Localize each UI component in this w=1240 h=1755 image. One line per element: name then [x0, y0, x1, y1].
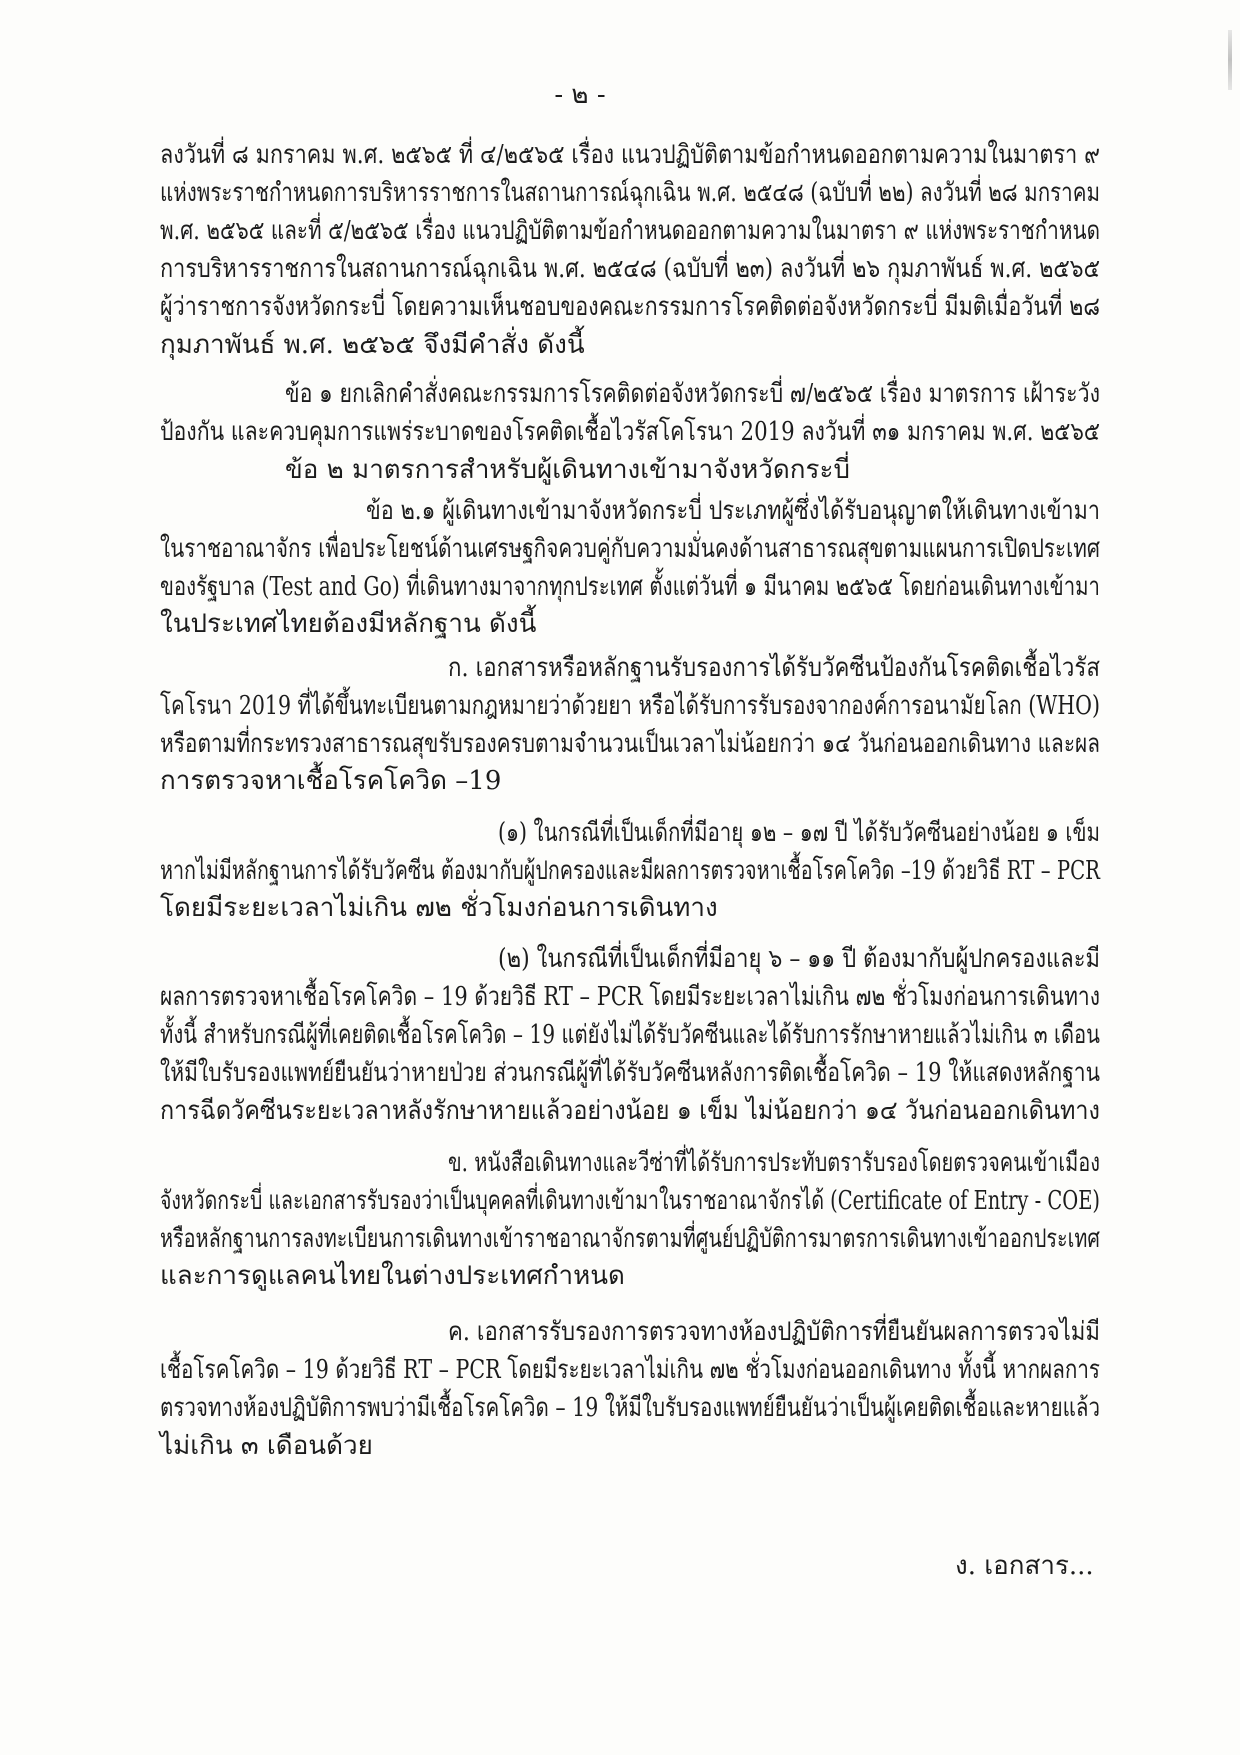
line-text: ข้อ ๑ ยกเลิกคำสั่งคณะกรรมการโรคติดต่อจังหวัดกระบี่ ๗/๒๕๖๕ เรื่อง มาตรการ เฝ้าระวัง — [285, 379, 1100, 409]
line-text: และการดูแลคนไทยในต่างประเทศกำหนด — [160, 1261, 625, 1291]
line-text: ข้อ ๒.๑ ผู้เดินทางเข้ามาจังหวัดกระบี่ ประเภทผู้ซึ่งได้รับอนุญาตให้เดินทางเข้ามา — [366, 496, 1100, 526]
text-line — [160, 1182, 1100, 1220]
text-line — [160, 1257, 1100, 1295]
text-line — [160, 530, 1100, 568]
line-text: ของรัฐบาล (Test and Go) ที่เดินทางมาจากทุกประเทศ ตั้งแต่วันที่ ๑ มีนาคม ๒๕๖๕ โดยก่อนเดินทางเข้ามา — [160, 572, 1100, 602]
text-line — [160, 212, 1100, 250]
text-line — [448, 649, 1100, 687]
text-line — [160, 1054, 1100, 1092]
line-text: ตรวจทางห้องปฏิบัติการพบว่ามีเชื้อโรคโควิด – 19 ให้มีใบรับรองแพทย์ยืนยันว่าเป็นผู้เคยติดเชื้อและหายแล้ว — [160, 1393, 1100, 1423]
line-text: ป้องกัน และควบคุมการแพร่ระบาดของโรคติดเชื้อไวรัสโคโรนา 2019 ลงวันที่ ๓๑ มกราคม พ.ศ. ๒๕๖๕ — [160, 417, 1100, 447]
text-line — [160, 568, 1100, 606]
text-line — [160, 687, 1100, 725]
line-text: ให้มีใบรับรองแพทย์ยืนยันว่าหายป่วย ส่วนกรณีผู้ที่ได้รับวัคซีนหลังการติดเชื้อโควิด – 19 ให้แสดงหลักฐาน — [160, 1058, 1100, 1088]
line-text: พ.ศ. ๒๕๖๕ และที่ ๕/๒๕๖๕ เรื่อง แนวปฏิบัติตามข้อกำหนดออกตามความในมาตรา ๙ แห่งพระราชกำหนด — [160, 216, 1100, 246]
text-line — [160, 1220, 1100, 1258]
line-text: (๒) ในกรณีที่เป็นเด็กที่มีอายุ ๖ – ๑๑ ปี ต้องมากับผู้ปกครองและมี — [498, 944, 1100, 974]
text-line — [160, 1351, 1100, 1389]
text-line — [366, 492, 1100, 530]
line-text: แห่งพระราชกำหนดการบริหารราชการในสถานการณ์ฉุกเฉิน พ.ศ. ๒๕๔๘ (ฉบับที่ ๒๒) ลงวันที่ ๒๘ มกราคม — [160, 178, 1100, 208]
line-text: จังหวัดกระบี่ และเอกสารรับรองว่าเป็นบุคคลที่เดินทางเข้ามาในราชอาณาจักรได้ (Certificate of Entry - COE) — [160, 1186, 1100, 1216]
line-text: (๑) ในกรณีที่เป็นเด็กที่มีอายุ ๑๒ – ๑๗ ปี ได้รับวัคซีนอย่างน้อย ๑ เข็ม — [498, 818, 1100, 848]
text-line — [160, 852, 1100, 890]
text-line — [160, 288, 1100, 326]
text-line — [160, 889, 1100, 927]
text-line — [160, 326, 1100, 364]
line-text: ผู้ว่าราชการจังหวัดกระบี่ โดยความเห็นชอบของคณะกรรมการโรคติดต่อจังหวัดกระบี่ มีมติเมื่อวันที่ ๒๘ — [160, 292, 1100, 322]
text-line — [498, 814, 1100, 852]
line-text: ผลการตรวจหาเชื้อโรคโควิด – 19 ด้วยวิธี RT – PCR โดยมีระยะเวลาไม่เกิน ๗๒ ชั่วโมงก่อนการเดินทาง — [160, 982, 1100, 1012]
text-line — [160, 136, 1100, 174]
text-line — [160, 174, 1100, 212]
scan-artifact — [1228, 30, 1232, 90]
line-text: หากไม่มีหลักฐานการได้รับวัคซีน ต้องมากับผู้ปกครองและมีผลการตรวจหาเชื้อโรคโควิด –19 ด้วยวิธี RT – PCR — [160, 856, 1100, 886]
text-line — [160, 605, 1100, 643]
line-text: หรือตามที่กระทรวงสาธารณสุขรับรองครบตามจำนวนเป็นเวลาไม่น้อยกว่า ๑๔ วันก่อนออกเดินทาง และผล — [160, 729, 1100, 759]
line-text: ข้อ ๒ มาตรการสำหรับผู้เดินทางเข้ามาจังหวัดกระบี่ — [285, 455, 850, 485]
line-text: การบริหารราชการในสถานการณ์ฉุกเฉิน พ.ศ. ๒๕๔๘ (ฉบับที่ ๒๓) ลงวันที่ ๒๖ กุมภาพันธ์ พ.ศ. ๒๕๖๕ — [160, 254, 1100, 284]
page-number — [520, 76, 640, 114]
page-number-text: - ๒ - — [554, 80, 606, 110]
line-text: ในประเทศไทยต้องมีหลักฐาน ดังนี้ — [160, 609, 537, 639]
line-text: ในราชอาณาจักร เพื่อประโยชน์ด้านเศรษฐกิจควบคู่กับความมั่นคงด้านสาธารณสุขตามแผนการเปิดประเทศ — [160, 534, 1100, 564]
continuation-footer — [955, 1547, 1095, 1585]
line-text: หรือหลักฐานการลงทะเบียนการเดินทางเข้าราชอาณาจักรตามที่ศูนย์ปฏิบัติการมาตรการเดินทางเข้าออกประเทศ — [160, 1224, 1100, 1254]
line-text: ไม่เกิน ๓ เดือนด้วย — [160, 1431, 373, 1461]
continuation-text: ง. เอกสาร... — [955, 1551, 1094, 1581]
line-text: ลงวันที่ ๘ มกราคม พ.ศ. ๒๕๖๕ ที่ ๔/๒๕๖๕ เรื่อง แนวปฏิบัติตามข้อกำหนดออกตามความในมาตรา ๙ — [160, 140, 1100, 170]
text-line — [160, 978, 1100, 1016]
text-line — [160, 1092, 1100, 1130]
text-line — [160, 1427, 1100, 1465]
text-line — [160, 725, 1100, 763]
text-line — [160, 250, 1100, 288]
line-text: ข. หนังสือเดินทางและวีซ่าที่ได้รับการประทับตรารับรองโดยตรวจคนเข้าเมือง — [448, 1148, 1100, 1178]
line-text: การฉีดวัคซีนระยะเวลาหลังรักษาหายแล้วอย่างน้อย ๑ เข็ม ไม่น้อยกว่า ๑๔ วันก่อนออกเดินทาง — [160, 1096, 1100, 1126]
line-text: ค. เอกสารรับรองการตรวจทางห้องปฏิบัติการที่ยืนยันผลการตรวจไม่มี — [448, 1317, 1100, 1347]
text-line — [285, 451, 1100, 489]
line-text: ทั้งนี้ สำหรับกรณีผู้ที่เคยติดเชื้อโรคโควิด – 19 แต่ยังไม่ได้รับวัคซีนและได้รับการรักษาหายแล้วไม่เกิน ๓ เดือน — [160, 1020, 1100, 1050]
text-line — [160, 413, 1100, 451]
line-text: การตรวจหาเชื้อโรคโควิด –19 — [160, 766, 502, 796]
text-line — [160, 762, 1100, 800]
text-line — [160, 1389, 1100, 1427]
text-line — [285, 375, 1100, 413]
text-line — [498, 940, 1100, 978]
line-text: โดยมีระยะเวลาไม่เกิน ๗๒ ชั่วโมงก่อนการเดินทาง — [160, 893, 718, 923]
text-line — [160, 1016, 1100, 1054]
line-text: ก. เอกสารหรือหลักฐานรับรองการได้รับวัคซีนป้องกันโรคติดเชื้อไวรัส — [448, 653, 1100, 683]
line-text: กุมภาพันธ์ พ.ศ. ๒๕๖๕ จึงมีคำสั่ง ดังนี้ — [160, 330, 585, 360]
text-line — [448, 1313, 1100, 1351]
line-text: เชื้อโรคโควิด – 19 ด้วยวิธี RT – PCR โดยมีระยะเวลาไม่เกิน ๗๒ ชั่วโมงก่อนออกเดินทาง ทั้งนี้ หากผลการ — [160, 1355, 1100, 1385]
line-text: โคโรนา 2019 ที่ได้ขึ้นทะเบียนตามกฎหมายว่าด้วยยา หรือได้รับการรับรองจากองค์การอนามัยโลก (WHO) — [160, 691, 1100, 721]
text-line — [448, 1144, 1100, 1182]
